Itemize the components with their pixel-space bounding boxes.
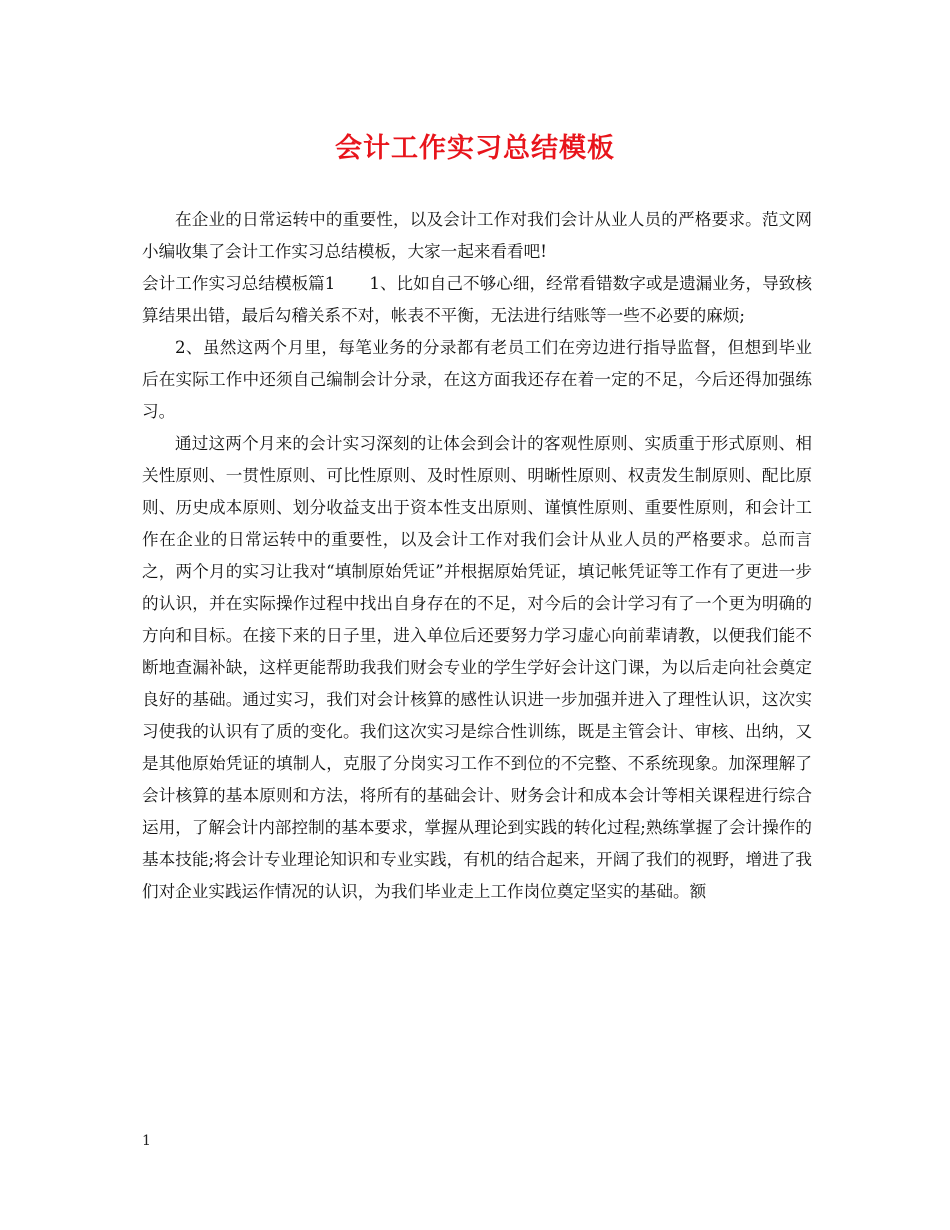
point-1-paragraph: [142, 268, 812, 332]
document-title: 会计工作实习总结模板: [335, 133, 615, 164]
summary-paragraph: 通过这两个月来的会计实习深刻的让体会到会计的客观性原则、实质重于形式原则、相关性原则、一贯性原则、可比性原则、及时性原则、明晰性原则、权责发生制原则、配比原则、历史成本原则、划分收益支出于资本性支出原则、谨慎性原则、重要性原则，和会计工作在企业的日常运转中的重要性，以及会计工作对我们会计从业人员的严格要求。总而言之，两个月的实习让我对“填制原始凭证”并根据原始凭证，填记帐凭证等工作有了更进一步的认识，并在实际操作过程中找出自身存在的不足，对今后的会计学习有了一个更为明确的方向和目标。在接下来的日子里，进入单位后还要努力学习虚心向前辈请教，以便我们能不断地查漏补缺，这样更能帮助我我们财会专业的学生学好会计这门课，为以后走向社会奠定良好的基础。通过实习，我们对会计核算的感性认识进一步加强并进入了理性认识，这次实习使我的认识有了质的变化。我们这次实习是综合性训练，既是主管会计、审核、出纳，又是其他原始凭证的填制人，克服了分岗实习工作不到位的不完整、不系统现象。加深理解了会计核算的基本原则和方法，将所有的基础会计、财务会计和成本会计等相关课程进行综合运用，了解会计内部控制的基本要求，掌握从理论到实践的转化过程;熟练掌握了会计操作的基本技能;将会计专业理论知识和专业实践，有机的结合起来，开阔了我们的视野，增进了我们对企业实践运作情况的认识，为我们毕业走上工作岗位奠定坚实的基础。额: [142, 434, 812, 901]
point-2-paragraph: 2、虽然这两个月里，每笔业务的分录都有老员工们在旁边进行指导监督，但想到毕业后在实际工作中还须自己编制会计分录，在这方面我还存在着一定的不足，今后还得加强练习。: [142, 338, 812, 421]
section-heading: 会计工作实习总结模板篇1: [142, 274, 336, 293]
point-1-text: 1、比如自己不够心细，经常看错数字或是遗漏业务，导致核算结果出错，最后勾稽关系不对，帐表不平衡，无法进行结账等一些不必要的麻烦;: [142, 274, 812, 325]
page-number: 1: [142, 1133, 151, 1149]
intro-paragraph: 在企业的日常运转中的重要性，以及会计工作对我们会计从业人员的严格要求。范文网小编收集了会计工作实习总结模板，大家一起来看看吧!: [142, 210, 812, 261]
document-body: [142, 204, 812, 908]
